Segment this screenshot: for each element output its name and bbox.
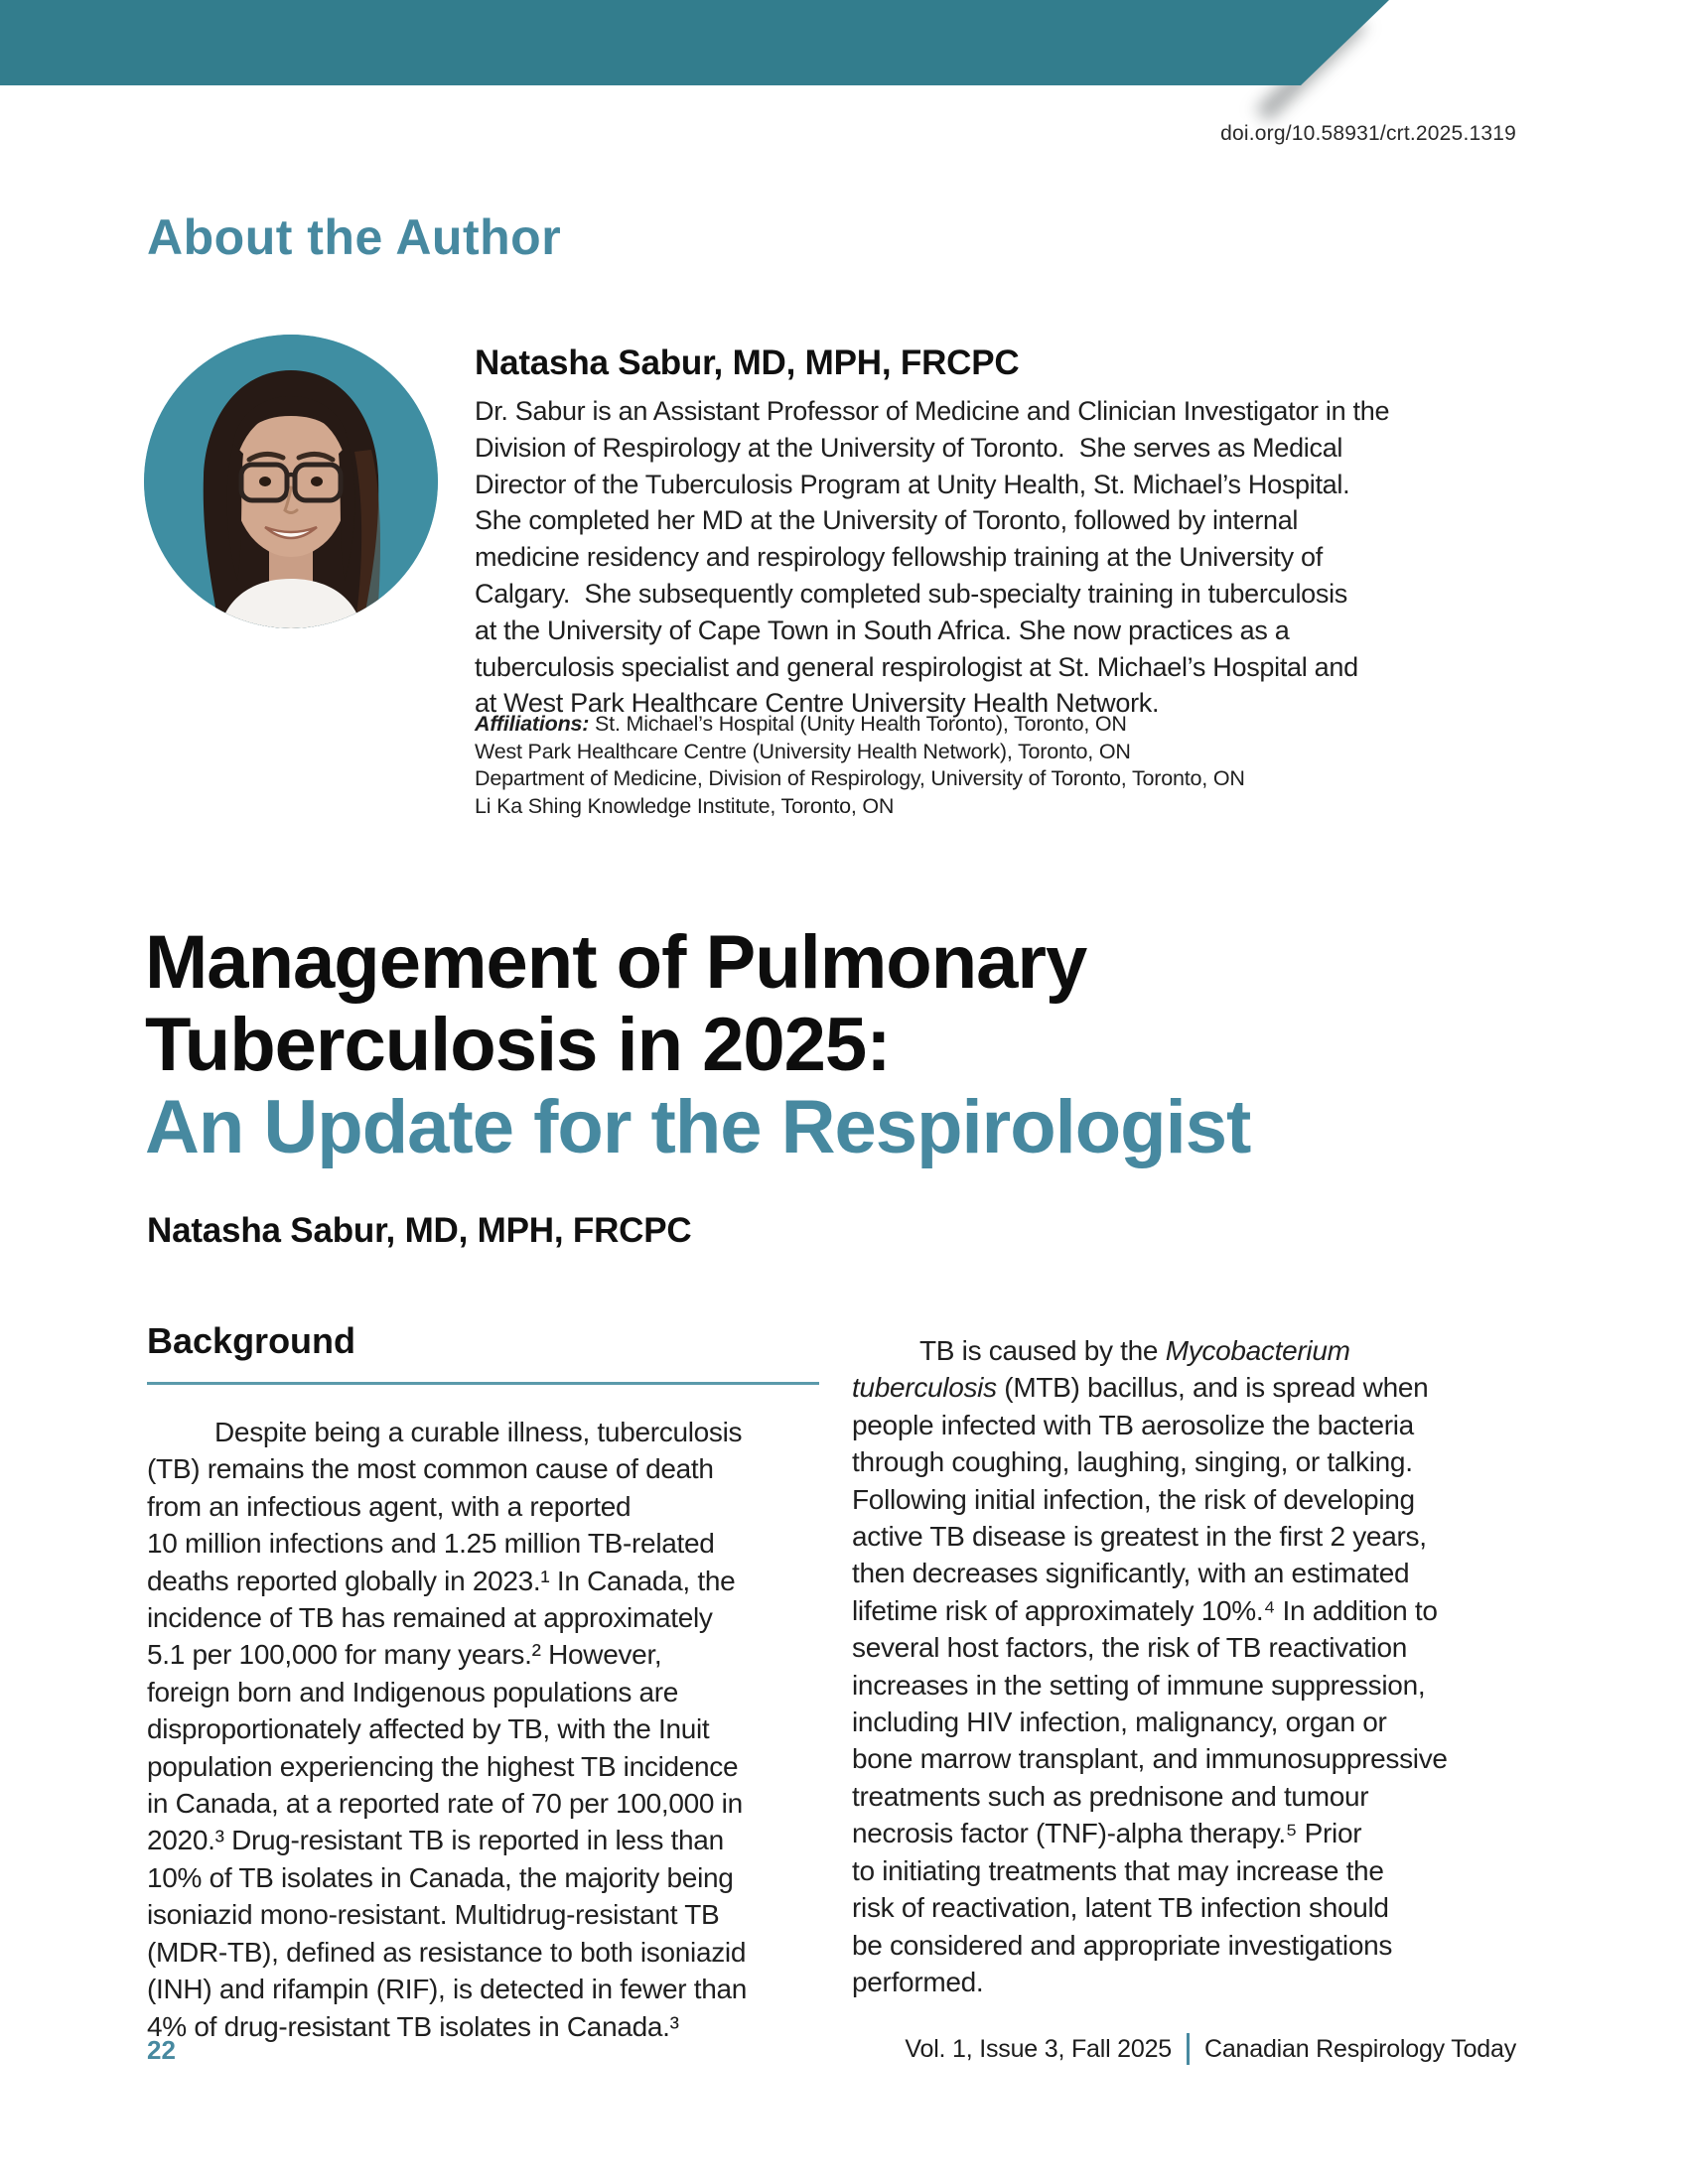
article-title [145, 921, 1250, 1168]
doi-text: doi.org/10.58931/crt.2025.1319 [1220, 122, 1516, 145]
section-heading-background: Background [147, 1320, 356, 1361]
glasses-bridge [287, 475, 295, 477]
article-byline: Natasha Sabur, MD, MPH, FRCPC [147, 1211, 692, 1250]
title-line-3-accent: An Update for the Respirologist [145, 1085, 1251, 1169]
left-eye [259, 477, 271, 486]
top-teal-banner [0, 0, 1688, 85]
author-bio: Dr. Sabur is an Assistant Professor of Medicine and Clinician Investigator in the Division of Respirology at the University of Toronto. She serves as Medical Director of the Tuberculosis Program at Unity Health, St. Michael’s Hospital. She completed her MD at the University of Toronto, followed by internal medicine residency and respirology fellowship training at the University of Calgary. She subsequently completed sub-specialty training in tuberculosis at the University of Cape Town in South Africa. She now practices as a tuberculosis specialist and general respirologist at St. Michael’s Hospital and at West Park Healthcare Centre University Health Network. [475, 396, 1390, 719]
title-line-1: Management of Pulmonary [145, 920, 1087, 1005]
author-photo [144, 335, 438, 628]
author-portrait-illustration [144, 335, 438, 628]
footer-page-number: 22 [147, 2035, 176, 2065]
body-column-left: Despite being a curable illness, tuberculosis (TB) remains the most common cause of death from an infectious agent, with a reported 10 million infections and 1.25 million TB-related deaths reported globally in 2023.¹ In Canada, the incidence of TB has remained at approximately 5.1 per 100,000 for many years.² However, foreign born and Indigenous populations are disproportionately affected by TB, with the Inuit population experiencing the highest TB incidence in Canada, at a reported rate of 70 per 100,000 in 2020.³ Drug-resistant TB is reported in less than 10% of TB isolates in Canada, the majority being isoniazid mono-resistant. Multidrug-resistant TB (MDR-TB), defined as resistance to both isoniazid (INH) and rifampin (RIF), is detected in fewer than 4% of drug-resistant TB isolates in Canada.³ [147, 1417, 748, 2042]
footer-issue-text: Vol. 1, Issue 3, Fall 2025 [905, 2034, 1172, 2063]
author-affiliations: Affiliations: St. Michael’s Hospital (Unity Health Toronto), Toronto, ON West Park Healthcare Centre (University Health Network), Toronto, ON Department of Medicine, Division of Respirology, University of Toronto, Toronto, ON Li Ka Shing Knowledge Institute, Toronto, ON [475, 712, 1245, 818]
footer-separator-bar [1187, 2033, 1190, 2065]
footer-issue-line [905, 2033, 1516, 2065]
body-column-right: TB is caused by the Mycobacterium tuberculosis (MTB) bacillus, and is spread when people infected with TB aerosolize the bacteria through coughing, laughing, singing, or talking. Following initial infection, the risk of developing active TB disease is greatest in the first 2 years, then decreases significantly, with an estimated lifetime risk of approximately 10%.⁴ In addition to several host factors, the risk of TB reactivation increases in the setting of immune suppression, including HIV infection, malignancy, organ or bone marrow transplant, and immunosuppressive treatments such as prednisone and tumour necrosis factor (TNF)-alpha therapy.⁵ Prior to initiating treatments that may increase the risk of reactivation, latent TB infection should be considered and appropriate investigations performed. [852, 1335, 1448, 1997]
right-eye [311, 477, 323, 486]
about-the-author-heading: About the Author [147, 209, 562, 265]
footer-journal-name: Canadian Respirology Today [1204, 2034, 1516, 2063]
author-name: Natasha Sabur, MD, MPH, FRCPC [475, 343, 1020, 382]
section-heading-rule [147, 1382, 819, 1385]
title-line-2: Tuberculosis in 2025: [145, 1003, 891, 1087]
